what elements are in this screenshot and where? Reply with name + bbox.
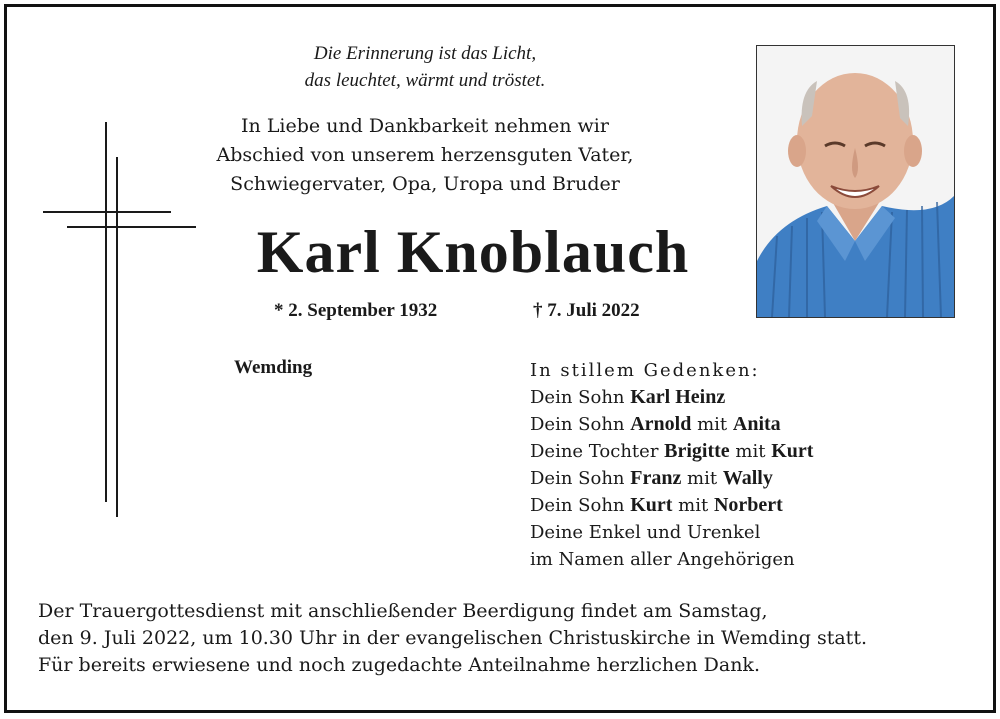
- service-info: [38, 598, 867, 679]
- place: Wemding: [234, 357, 313, 378]
- mourner-name: Karl Heinz: [630, 386, 726, 408]
- mourner-name: Franz: [630, 467, 682, 489]
- mit: mit: [672, 495, 714, 516]
- mourner-name: Kurt: [630, 494, 673, 516]
- footer-line: Für bereits erwiesene und noch zugedachte Anteilnahme herzlichen Dank.: [38, 654, 760, 676]
- partner-name: Kurt: [771, 440, 814, 462]
- quote: [240, 40, 610, 94]
- grandchildren-line: Deine Enkel und Urenkel: [530, 522, 761, 543]
- deceased-name: Karl Knoblauch: [256, 219, 690, 285]
- intro-text: [215, 112, 635, 199]
- relation: Dein Sohn: [530, 495, 631, 516]
- mourner-name: Arnold: [630, 413, 692, 435]
- mit: mit: [729, 441, 772, 462]
- partner-name: Norbert: [713, 494, 783, 516]
- quote-line: das leuchtet, wärmt und tröstet.: [304, 70, 546, 91]
- relatives-line: im Namen aller Angehörigen: [530, 549, 795, 570]
- mit: mit: [681, 468, 723, 489]
- footer-line: den 9. Juli 2022, um 10.30 Uhr in der evangelischen Christuskirche in Wemding statt.: [38, 627, 867, 649]
- partner-name: Anita: [732, 413, 781, 435]
- mourner-name: Brigitte: [664, 440, 730, 462]
- relation: Dein Sohn: [530, 414, 631, 435]
- mourners-list: [530, 357, 813, 573]
- portrait-photo: [756, 45, 955, 318]
- relation: Dein Sohn: [530, 387, 631, 408]
- death-date: † 7. Juli 2022: [533, 300, 640, 321]
- relation: Dein Sohn: [530, 468, 631, 489]
- intro-line: Abschied von unserem herzensguten Vater,: [216, 144, 634, 166]
- mourner-row: [530, 438, 813, 465]
- relation: Deine Tochter: [530, 441, 665, 462]
- quote-line: Die Erinnerung ist das Licht,: [313, 43, 537, 64]
- birth-date: * 2. September 1932: [274, 300, 438, 321]
- footer-line: Der Trauergottesdienst mit anschließender Beerdigung findet am Samstag,: [38, 600, 768, 622]
- mourner-row: [530, 384, 813, 411]
- portrait-illustration: [757, 46, 954, 317]
- mit: mit: [691, 414, 733, 435]
- partner-name: Wally: [722, 467, 773, 489]
- mourners-heading: In stillem Gedenken:: [530, 360, 760, 381]
- mourner-row: [530, 465, 813, 492]
- intro-line: In Liebe und Dankbarkeit nehmen wir: [241, 115, 609, 137]
- mourner-row: [530, 411, 813, 438]
- mourner-row: [530, 492, 813, 519]
- intro-line: Schwiegervater, Opa, Uropa und Bruder: [230, 173, 620, 195]
